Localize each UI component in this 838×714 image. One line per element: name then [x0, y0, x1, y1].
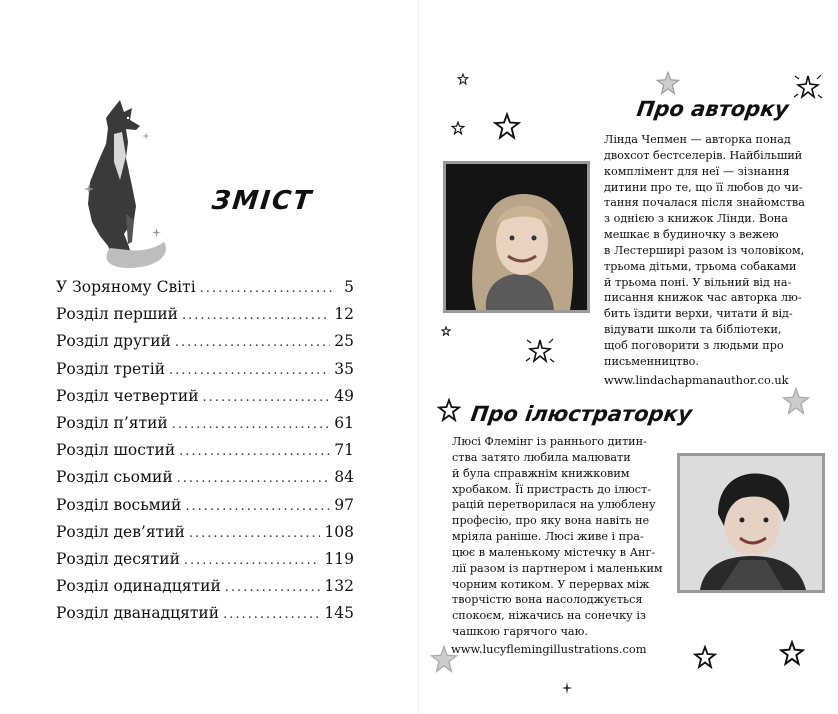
- illustrator-bio: Люсі Флемінг із раннього дитин- ства затято любила малювати й була справжнім книжковим хробаком. Її пристрасть до ілюст- рацій перетворилася на улюблену професію, про яку вона навіть не мріяла раніше. Люсі живе і пра- цює в маленькому містечку в Анг- лії разом із партнером і маленьким чорним котиком. У перервах між творчістю вона насолоджується спокоєм, ніжачись на сонечку із чашкою гарячого чаю.: [452, 435, 663, 639]
- star-icon: [441, 326, 451, 336]
- toc-entry[interactable]: Розділ одинадцятий ..... 132: [56, 577, 354, 604]
- sparkle-icon: [152, 228, 161, 237]
- toc-entry[interactable]: Розділ другий ..... 25: [56, 332, 354, 359]
- star-icon: [781, 386, 811, 416]
- author-photo: [443, 161, 590, 313]
- toc-entry[interactable]: Розділ десятий ..... 119: [56, 550, 354, 577]
- toc-entry[interactable]: Розділ дев’ятий ..... 108: [56, 523, 354, 550]
- author-heading: Про авторку: [635, 97, 791, 121]
- table-of-contents: [56, 278, 354, 631]
- sparkle-icon: [84, 184, 94, 194]
- toc-entry[interactable]: Розділ шостий ..... 71: [56, 441, 354, 468]
- illustrator-portrait-photo-icon: [680, 456, 822, 590]
- toc-entry[interactable]: Розділ дванадцятий ..... 145: [56, 604, 354, 631]
- star-icon: [693, 645, 717, 669]
- illustrator-website-link[interactable]: www.lucyflemingillustrations.com: [451, 642, 647, 656]
- toc-entry[interactable]: Розділ перший ..... 12: [56, 305, 354, 332]
- toc-entry[interactable]: У Зоряному Світі ..... 5: [56, 278, 354, 305]
- star-icon: [523, 334, 557, 368]
- toc-entry[interactable]: Розділ восьмий ..... 97: [56, 496, 354, 523]
- star-icon: [655, 70, 681, 96]
- toc-entry[interactable]: Розділ сьомий ..... 84: [56, 468, 354, 495]
- star-icon: [437, 398, 461, 422]
- star-icon: [791, 70, 825, 104]
- star-icon: [493, 112, 521, 140]
- star-icon: [457, 73, 469, 85]
- star-icon: [779, 640, 805, 666]
- star-icon: [451, 121, 465, 135]
- toc-entry[interactable]: Розділ четвертий ..... 49: [56, 387, 354, 414]
- illustrator-photo: [677, 453, 825, 593]
- toc-title: ЗМІСТ: [210, 186, 315, 216]
- author-website-link[interactable]: www.lindachapmanauthor.co.uk: [604, 373, 789, 387]
- illustrator-heading: Про ілюстраторку: [469, 402, 694, 426]
- toc-entry[interactable]: Розділ п’ятий ..... 61: [56, 414, 354, 441]
- sparkle-icon: [142, 132, 150, 140]
- sparkle-icon: [562, 682, 572, 694]
- author-portrait-photo-icon: [446, 164, 587, 310]
- author-bio: Лінда Чепмен — авторка понад двохсот бестселерів. Найбільший комплімент для неї — зізнання дитини про те, що її любов до чи- тання почалася після знайомства з однією з книжок Лінди. Вона мешкає в будиночку з вежею в Лестерширі разом із чоловіком, трьома дітьми, трьома собаками й трьома поні. У вільний від на- писання книжок час авторка лю- бить їздити верхи, читати й від- відувати школи та бібліотеки, щоб поговорити з людьми про письменництво.: [604, 133, 805, 368]
- right-page: [419, 0, 838, 714]
- toc-entry[interactable]: Розділ третій ..... 35: [56, 360, 354, 387]
